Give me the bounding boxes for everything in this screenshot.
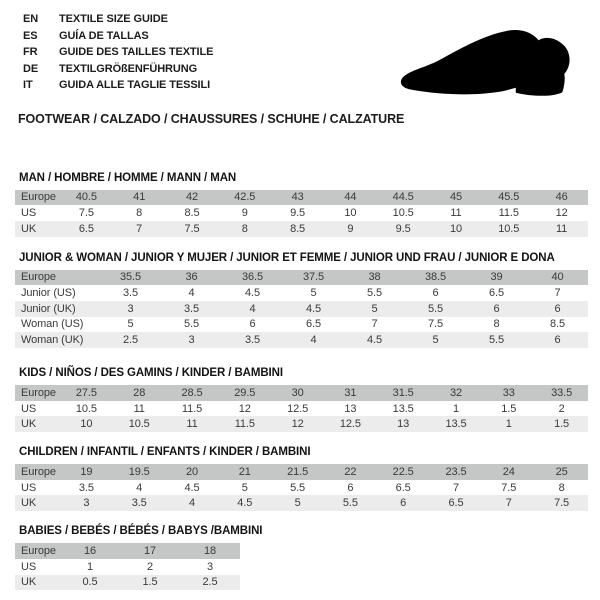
table-row bbox=[15, 285, 588, 301]
size-value-cell: 9.5 bbox=[377, 221, 430, 237]
row-label-cell: Europe bbox=[15, 190, 60, 206]
size-value-cell: 3 bbox=[60, 495, 113, 511]
size-value-cell: 11 bbox=[450, 207, 462, 220]
size-value-cell: 38 bbox=[344, 270, 405, 286]
size-value-cell: 6.5 bbox=[395, 481, 411, 494]
size-value-cell: 13.5 bbox=[430, 416, 483, 432]
size-value-cell: 40 bbox=[527, 270, 588, 286]
size-value-cell: 12.5 bbox=[324, 416, 377, 432]
size-value-cell: 1 bbox=[86, 560, 94, 573]
size-value-cell: 8 bbox=[493, 318, 500, 331]
size-value-cell: 2.5 bbox=[180, 575, 240, 591]
size-value-cell: 7.5 bbox=[501, 481, 517, 494]
size-value-cell: 11 bbox=[535, 221, 588, 237]
size-value-cell: 8 bbox=[136, 207, 143, 220]
size-value-cell: 18 bbox=[180, 543, 240, 559]
size-table-section bbox=[15, 367, 600, 432]
size-value-cell: 11.5 bbox=[218, 416, 271, 432]
row-label-cell: US bbox=[21, 402, 37, 415]
size-value-cell: 25 bbox=[535, 464, 588, 480]
size-value-cell: 10.5 bbox=[482, 221, 535, 237]
size-value-cell: 9.5 bbox=[290, 207, 306, 220]
size-value-cell: 7 bbox=[371, 318, 378, 331]
size-value-cell: 36.5 bbox=[222, 270, 283, 286]
size-value-cell: 4.5 bbox=[344, 332, 405, 348]
size-value-cell: 1 bbox=[452, 402, 459, 415]
size-value-cell: 5.5 bbox=[405, 301, 466, 317]
size-value-cell: 3.5 bbox=[123, 287, 138, 300]
size-value-cell: 11.5 bbox=[181, 402, 203, 415]
size-value-cell: 3.5 bbox=[222, 332, 283, 348]
size-value-cell: 7.5 bbox=[535, 495, 588, 511]
size-value-cell: 17 bbox=[120, 543, 180, 559]
size-table-section bbox=[15, 446, 600, 511]
size-table bbox=[15, 543, 240, 590]
size-value-cell: 12.5 bbox=[287, 402, 309, 415]
size-value-cell: 9 bbox=[241, 207, 248, 220]
size-value-cell: 32 bbox=[430, 385, 483, 401]
table-row bbox=[15, 480, 588, 496]
language-name: TEXTILGRÖßENFÜHRUNG bbox=[59, 62, 198, 75]
size-value-cell: 2 bbox=[146, 560, 154, 573]
table-row bbox=[15, 301, 588, 317]
language-code: ES bbox=[23, 29, 38, 42]
size-value-cell: 12 bbox=[238, 402, 251, 415]
size-value-cell: 4 bbox=[136, 481, 143, 494]
size-value-cell: 9 bbox=[324, 221, 377, 237]
size-value-cell: 3.5 bbox=[161, 301, 222, 317]
size-value-cell: 1.5 bbox=[120, 575, 180, 591]
size-value-cell: 2.5 bbox=[100, 332, 161, 348]
shoe-icon bbox=[396, 26, 594, 100]
size-value-cell: 5 bbox=[271, 495, 324, 511]
size-value-cell: 6 bbox=[527, 332, 588, 348]
size-value-cell: 30 bbox=[271, 385, 324, 401]
table-title: BABIES / BEBÉS / BÉBÉS / BABYS /BAMBINI bbox=[19, 525, 263, 538]
table-row bbox=[15, 332, 588, 348]
size-value-cell: 45.5 bbox=[482, 190, 535, 206]
size-value-cell: 28.5 bbox=[166, 385, 219, 401]
row-label-cell: US bbox=[21, 560, 37, 573]
size-table-section bbox=[15, 172, 600, 237]
size-value-cell: 12 bbox=[555, 207, 568, 220]
size-value-cell: 8.5 bbox=[550, 318, 565, 331]
size-value-cell: 7 bbox=[113, 221, 166, 237]
size-value-cell: 33.5 bbox=[535, 385, 588, 401]
size-value-cell: 44 bbox=[324, 190, 377, 206]
size-value-cell: 6 bbox=[347, 481, 354, 494]
size-value-cell: 28 bbox=[113, 385, 166, 401]
size-value-cell: 22 bbox=[324, 464, 377, 480]
row-label-cell: UK bbox=[15, 495, 60, 511]
size-value-cell: 39 bbox=[466, 270, 527, 286]
size-value-cell: 10.5 bbox=[113, 416, 166, 432]
size-value-cell: 5.5 bbox=[367, 287, 382, 300]
table-row bbox=[15, 559, 240, 575]
size-value-cell: 7.5 bbox=[166, 221, 219, 237]
language-name: TEXTILE SIZE GUIDE bbox=[59, 13, 168, 25]
size-value-cell: 35.5 bbox=[100, 270, 161, 286]
language-name: GUIDE DES TAILLES TEXTILE bbox=[59, 46, 214, 58]
size-value-cell: 8 bbox=[218, 221, 271, 237]
size-value-cell: 4.5 bbox=[218, 495, 271, 511]
row-label-cell: Junior (US) bbox=[21, 287, 76, 300]
size-value-cell: 11.5 bbox=[498, 207, 519, 220]
size-value-cell: 11 bbox=[133, 402, 145, 415]
size-value-cell: 10 bbox=[430, 221, 483, 237]
size-value-cell: 6.5 bbox=[60, 221, 113, 237]
size-value-cell: 7.5 bbox=[78, 207, 94, 220]
row-label-cell: US bbox=[21, 481, 37, 494]
size-table bbox=[15, 270, 588, 348]
size-tables bbox=[15, 172, 600, 591]
size-value-cell: 3.5 bbox=[113, 495, 166, 511]
table-row bbox=[15, 464, 588, 480]
row-label-cell: Europe bbox=[15, 270, 100, 286]
size-value-cell: 41 bbox=[113, 190, 166, 206]
language-code: DE bbox=[23, 62, 39, 75]
size-value-cell: 5 bbox=[344, 301, 405, 317]
row-label-cell: UK bbox=[15, 416, 60, 432]
language-name: GUÍA DE TALLAS bbox=[59, 29, 149, 42]
size-value-cell: 5 bbox=[310, 287, 317, 300]
size-value-cell: 4 bbox=[188, 287, 195, 300]
size-value-cell: 12 bbox=[271, 416, 324, 432]
table-title: JUNIOR & WOMAN / JUNIOR Y MUJER / JUNIOR ET FEMME / JUNIOR UND FRAU / JUNIOR E DONA bbox=[19, 251, 555, 264]
size-table-section bbox=[15, 525, 600, 590]
size-value-cell: 19.5 bbox=[113, 464, 166, 480]
size-value-cell: 7.5 bbox=[428, 318, 443, 331]
size-value-cell: 5 bbox=[241, 481, 248, 494]
size-value-cell: 2 bbox=[558, 402, 565, 415]
size-value-cell: 22.5 bbox=[377, 464, 430, 480]
size-value-cell: 36 bbox=[161, 270, 222, 286]
size-value-cell: 8.5 bbox=[271, 221, 324, 237]
size-value-cell: 6 bbox=[432, 287, 439, 300]
size-value-cell: 10.5 bbox=[392, 207, 414, 220]
row-label-cell: Europe bbox=[15, 543, 60, 559]
size-table bbox=[15, 190, 588, 237]
size-value-cell: 13.5 bbox=[392, 402, 414, 415]
size-value-cell: 46 bbox=[535, 190, 588, 206]
size-value-cell: 11 bbox=[166, 416, 219, 432]
size-value-cell: 4 bbox=[283, 332, 344, 348]
size-value-cell: 4 bbox=[166, 495, 219, 511]
category-heading: FOOTWEAR / CALZADO / CHAUSSURES / SCHUHE / CALZATURE bbox=[18, 111, 405, 126]
size-value-cell: 3 bbox=[161, 332, 222, 348]
table-row bbox=[15, 385, 588, 401]
size-value-cell: 5 bbox=[127, 318, 134, 331]
table-row bbox=[15, 221, 588, 237]
size-value-cell: 29.5 bbox=[218, 385, 271, 401]
size-value-cell: 3 bbox=[100, 301, 161, 317]
size-value-cell: 33 bbox=[482, 385, 535, 401]
size-value-cell: 7 bbox=[554, 287, 561, 300]
size-value-cell: 6.5 bbox=[489, 287, 504, 300]
language-name: GUIDA ALLE TAGLIE TESSILI bbox=[59, 79, 211, 91]
size-value-cell: 4 bbox=[222, 301, 283, 317]
size-value-cell: 5.5 bbox=[184, 318, 199, 331]
size-value-cell: 6.5 bbox=[306, 318, 321, 331]
size-value-cell: 19 bbox=[60, 464, 113, 480]
size-value-cell: 5.5 bbox=[324, 495, 377, 511]
size-value-cell: 10 bbox=[344, 207, 357, 220]
size-value-cell: 6 bbox=[466, 301, 527, 317]
size-value-cell: 42 bbox=[166, 190, 219, 206]
size-table-section bbox=[15, 252, 600, 348]
row-label-cell: UK bbox=[15, 575, 60, 591]
row-label-cell: US bbox=[21, 207, 37, 220]
table-row bbox=[15, 270, 588, 286]
table-row bbox=[15, 416, 588, 432]
size-table bbox=[15, 464, 588, 511]
row-label-cell: Europe bbox=[15, 464, 60, 480]
size-value-cell: 23.5 bbox=[430, 464, 483, 480]
size-value-cell: 5.5 bbox=[290, 481, 306, 494]
row-label-cell: Woman (UK) bbox=[15, 332, 100, 348]
row-label-cell: Woman (US) bbox=[21, 318, 84, 331]
size-value-cell: 40.5 bbox=[60, 190, 113, 206]
size-value-cell: 8 bbox=[558, 481, 565, 494]
size-table bbox=[15, 385, 588, 432]
size-value-cell: 5 bbox=[405, 332, 466, 348]
size-value-cell: 45 bbox=[430, 190, 483, 206]
row-label-cell: Europe bbox=[15, 385, 60, 401]
size-value-cell: 21 bbox=[218, 464, 271, 480]
row-label-cell: UK bbox=[15, 221, 60, 237]
size-value-cell: 3 bbox=[206, 560, 214, 573]
table-row bbox=[15, 543, 240, 559]
language-code: IT bbox=[23, 79, 33, 91]
size-value-cell: 43 bbox=[271, 190, 324, 206]
size-value-cell: 4.5 bbox=[245, 287, 260, 300]
size-value-cell: 21.5 bbox=[271, 464, 324, 480]
size-value-cell: 1.5 bbox=[535, 416, 588, 432]
table-title: MAN / HOMBRE / HOMME / MANN / MAN bbox=[19, 171, 237, 184]
table-row bbox=[15, 190, 588, 206]
size-value-cell: 3.5 bbox=[78, 481, 94, 494]
size-value-cell: 44.5 bbox=[377, 190, 430, 206]
size-value-cell: 42.5 bbox=[218, 190, 271, 206]
size-value-cell: 37.5 bbox=[283, 270, 344, 286]
size-value-cell: 13 bbox=[377, 416, 430, 432]
size-value-cell: 1 bbox=[482, 416, 535, 432]
size-value-cell: 6 bbox=[527, 301, 588, 317]
size-value-cell: 31 bbox=[324, 385, 377, 401]
size-value-cell: 4.5 bbox=[184, 481, 200, 494]
size-value-cell: 4.5 bbox=[283, 301, 344, 317]
size-value-cell: 10.5 bbox=[75, 402, 97, 415]
size-value-cell: 38.5 bbox=[405, 270, 466, 286]
row-label-cell: Junior (UK) bbox=[15, 301, 100, 317]
size-value-cell: 7 bbox=[482, 495, 535, 511]
size-value-cell: 20 bbox=[166, 464, 219, 480]
size-value-cell: 6 bbox=[377, 495, 430, 511]
size-value-cell: 1.5 bbox=[501, 402, 517, 415]
size-value-cell: 7 bbox=[452, 481, 459, 494]
size-value-cell: 5.5 bbox=[466, 332, 527, 348]
table-row bbox=[15, 401, 588, 417]
size-value-cell: 0.5 bbox=[60, 575, 120, 591]
table-row bbox=[15, 205, 588, 221]
size-value-cell: 13 bbox=[344, 402, 357, 415]
size-value-cell: 27.5 bbox=[60, 385, 113, 401]
table-title: KIDS / NIÑOS / DES GAMINS / KINDER / BAMBINI bbox=[19, 367, 283, 379]
language-code: EN bbox=[23, 13, 39, 25]
size-value-cell: 6 bbox=[249, 318, 256, 331]
table-row bbox=[15, 317, 588, 333]
table-row bbox=[15, 575, 240, 591]
language-code: FR bbox=[23, 46, 38, 58]
table-row bbox=[15, 495, 588, 511]
table-title: CHILDREN / INFANTIL / ENFANTS / KINDER / BAMBINI bbox=[19, 446, 311, 459]
size-value-cell: 16 bbox=[60, 543, 120, 559]
size-value-cell: 6.5 bbox=[430, 495, 483, 511]
size-value-cell: 24 bbox=[482, 464, 535, 480]
size-value-cell: 8.5 bbox=[184, 207, 200, 220]
size-value-cell: 10 bbox=[60, 416, 113, 432]
size-value-cell: 31.5 bbox=[377, 385, 430, 401]
